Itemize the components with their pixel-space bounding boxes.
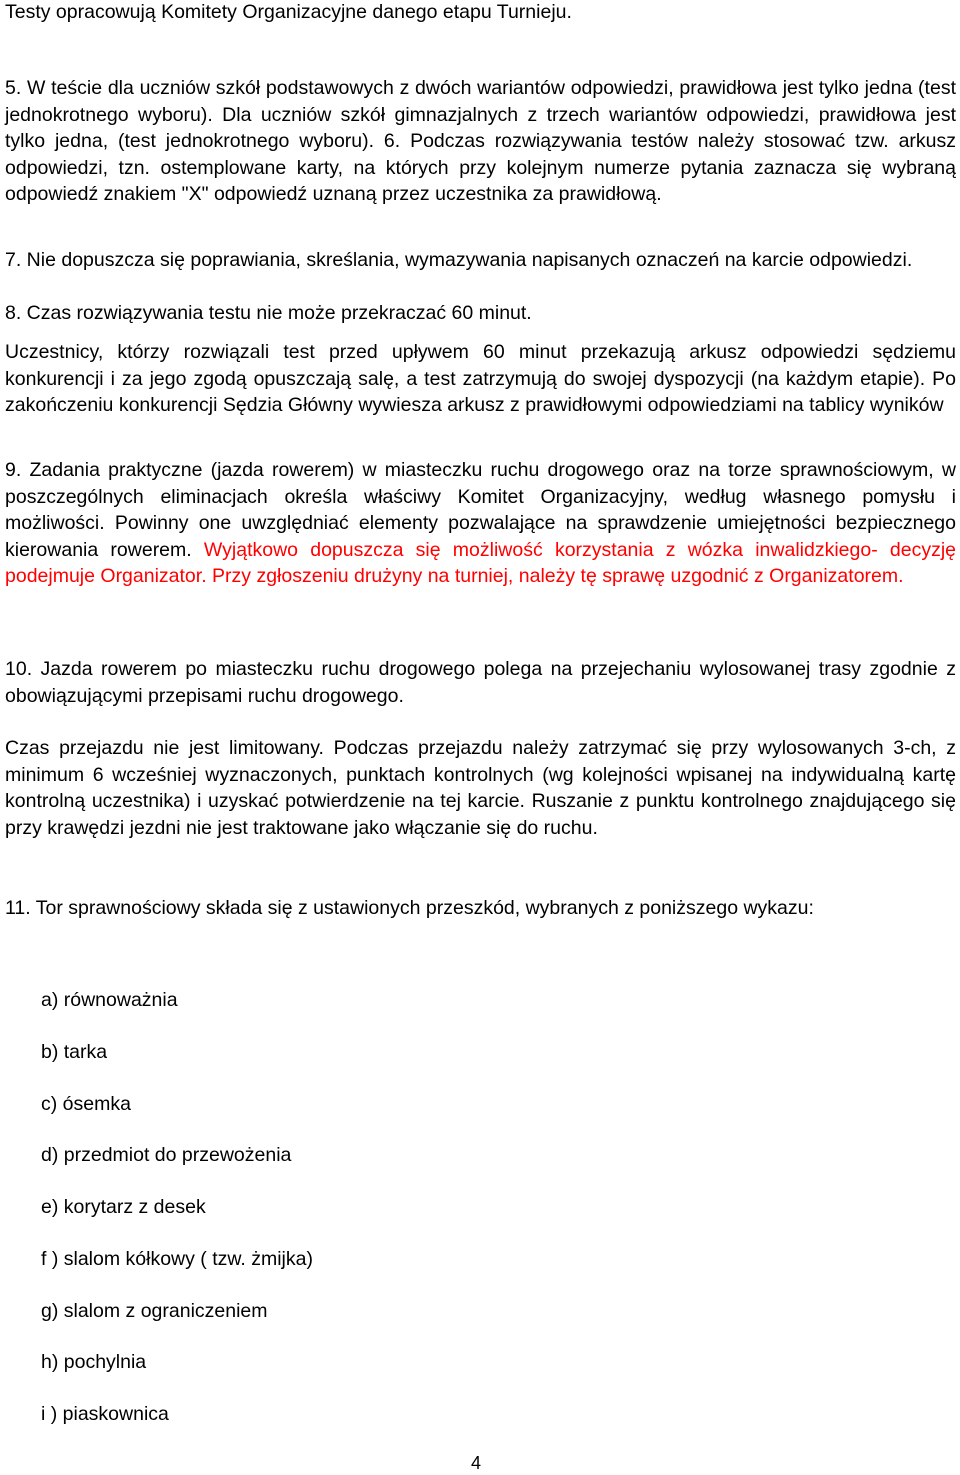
rule-11-paragraph: 11. Tor sprawnościowy składa się z ustawionych przeszkód, wybranych z poniższego wykazu:	[5, 897, 814, 919]
participants-paragraph: Uczestnicy, którzy rozwiązali test przed upływem 60 minut przekazują arkusz odpowiedzi sędziemu konkurencji i za jego zgodą opuszczają salę, a test zatrzymują do swojej dyspozycji (na każdym etapie). Po zakończeniu konkurencji Sędzia Główny wywiesza arkusz z prawidłowymi odpowiedziami na tablicy wyników	[5, 341, 956, 416]
page-number: 4	[471, 1453, 482, 1473]
list-item: g) slalom z ograniczeniem	[41, 1300, 268, 1322]
list-item: b) tarka	[41, 1041, 108, 1063]
list-item: e) korytarz z desek	[41, 1196, 206, 1218]
list-item: a) równoważnia	[41, 989, 178, 1011]
list-item: h) pochylnia	[41, 1351, 147, 1373]
rule-9-paragraph	[5, 457, 956, 590]
rule-8-paragraph: 8. Czas rozwiązywania testu nie może przekraczać 60 minut.	[5, 302, 532, 324]
list-item: i ) piaskownica	[41, 1403, 169, 1425]
rule-10-paragraph: 10. Jazda rowerem po miasteczku ruchu drogowego polega na przejechaniu wylosowanej trasy zgodnie z obowiązującymi przepisami ruchu drogowego.	[5, 658, 956, 707]
ride-time-paragraph: Czas przejazdu nie jest limitowany. Podczas przejazdu należy zatrzymać się przy wylosowanych 3-ch, z minimum 6 wcześniej wyznaczonych, punktach kontrolnych (wg kolejności wpisanej na indywidualną kartę kontrolną uczestnika) i uzyskać potwierdzenie na tej karcie. Ruszanie z punktu kontrolnego znajdującego się przy krawędzi jezdni nie jest traktowane jako włączanie się do ruchu.	[5, 737, 956, 839]
list-item: c) ósemka	[41, 1093, 131, 1115]
rule-9-text: 9. Zadania praktyczne (jazda rowerem) w miasteczku ruchu drogowego oraz na torze sprawnościowym, w poszczególnych eliminacjach określa właściwy Komitet Organizacyjny, według własnego pomysłu i możliwości. Powinny one uwzględniać elementy pozwalające na sprawdzenie umiejętności bezpiecznego kierowania rowerem.	[5, 459, 956, 561]
list-item: d) przedmiot do przewożenia	[41, 1144, 292, 1166]
list-item: f ) slalom kółkowy ( tzw. żmijka)	[41, 1248, 313, 1270]
rule-7-paragraph: 7. Nie dopuszcza się poprawiania, skreślania, wymazywania napisanych oznaczeń na karcie odpowiedzi.	[5, 249, 913, 271]
intro-paragraph: Testy opracowują Komitety Organizacyjne danego etapu Turnieju.	[5, 1, 572, 23]
rule-9-highlight: Wyjątkowo dopuszcza się możliwość korzystania z wózka inwalidzkiego- decyzję podejmuje Organizator. Przy zgłoszeniu drużyny na turniej, należy tę sprawę uzgodnić z Organizatorem.	[5, 538, 957, 587]
rules-5-6-paragraph: 5. W teście dla uczniów szkół podstawowych z dwóch wariantów odpowiedzi, prawidłowa jest tylko jedna (test jednokrotnego wyboru). Dla uczniów szkół gimnazjalnych z trzech wariantów odpowiedzi, prawidłowa jest tylko jedna, (test jednokrotnego wyboru). 6. Podczas rozwiązywania testów należy stosować tzw. arkusz odpowiedzi, tzn. ostemplowane karty, na których przy kolejnym numerze pytania zaznacza się wybraną odpowiedź znakiem "X" odpowiedź uznaną przez uczestnika za prawidłową.	[5, 77, 956, 205]
